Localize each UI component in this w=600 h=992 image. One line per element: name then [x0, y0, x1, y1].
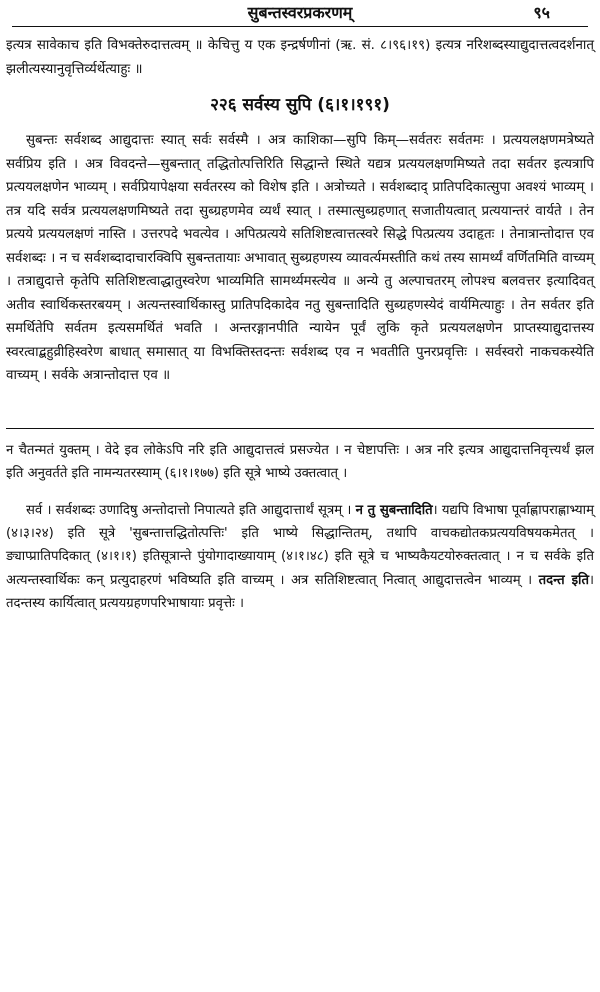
- footnote-2-prefix: सर्व । सर्वशब्दः उणादिषु अन्तोदात्तो निपात्यते इति आद्युदात्तार्थं सूत्रम् ।: [26, 502, 352, 518]
- footnote-1: न चैतन्मतं युक्तम् । वेदे इव लोकेऽपि नरि इति आद्युदात्तत्वं प्रसज्येत । न चेष्टापत्तिः । अत्र नरि इत्यत्र आद्युदात्तनिवृत्त्यर्थं झल इति अनुवर्तते इति नामन्यतरस्याम् (६।१।१७७) इति सूत्रे भाष्ये उक्तत्वात् ।: [6, 442, 594, 481]
- page-number: ९५: [533, 3, 550, 22]
- page-header: [6, 2, 594, 26]
- footnote-2-bold-2: तदन्त इति: [538, 572, 589, 588]
- intro-paragraph: इत्यत्र सावेकाच इति विभक्तेरुदात्तत्वम् ॥ केचित्तु य एक इन्द्रर्षणीनां (ऋ. सं. ८।९६।१९) इत्यत्र नरिशब्दस्याद्युदात्तत्वदर्शनात् झलीत्यस्यानुवृत्तिर्व्यर्थेत्याहुः ॥: [6, 38, 594, 77]
- footnotes: [6, 439, 594, 615]
- footnote-2: [6, 499, 594, 615]
- footnote-2-middle: । यद्यपि विभाषा पूर्वाह्णापराह्णाभ्याम् (४।३।२४) इति सूत्रे 'सुबन्तात्तद्धितोत्पत्तिः' इति भाष्ये सिद्धान्तितम्, तथापि वाचकद्योतकप्रत्ययविषयकमेतत् । ङ्याप्प्रातिपदिकात् (४।१।१) इतिसूत्रान्ते पुंयोगादाख्यायाम् (४।१।४८) इति सूत्रे च भाष्यकैयटयोरुक्तत्वात् । न च सर्वके इति अत्यन्तस्वार्थिकः कन् प्रत्युदाहरणं भविष्यति इति वाच्यम् । अत्र सतिशिष्टत्वात् नित्वात् आद्युदात्तत्वेन भाव्यम् ।: [6, 502, 594, 588]
- footnote-2-suffix: । तदन्तस्य कार्यित्वात् प्रत्ययग्रहणपरिभाषायाः प्रवृत्तेः ।: [6, 572, 594, 611]
- header-rule: [12, 26, 588, 27]
- footnote-divider: [6, 428, 594, 429]
- running-title: सुबन्तस्वरप्रकरणम्: [247, 3, 353, 22]
- commentary-paragraph: सुबन्तः सर्वशब्द आद्युदात्तः स्यात् सर्वः सर्वस्मै । अत्र काशिका—सुपि किम्—सर्वतरः सर्वतमः । प्रत्ययलक्षणमत्रेष्यते सर्वप्रिय इति । अत्र विवदन्ते—सुबन्तात् तद्धितोत्पत्तिरिति सिद्धान्ते स्थिते यद्यत्र प्रत्ययलक्षणमिष्यते तदा सर्वतर इत्यत्रापि प्रत्ययलक्षणेन भाव्यम् । सर्वप्रियापेक्षया सर्वतरस्य को विशेष इति । अत्रोच्यते । सर्वशब्दाद् प्रातिपदिकात्सुपा अवश्यं भाव्यम् । तत्र यदि सर्वत्र प्रत्ययलक्षणमिष्यते तदा सुब्ग्रहणमेव व्यर्थं स्यात् । तस्मात्सुब्ग्रहणात् सजातीयत्वात् प्रत्ययान्तरं वार्यते । तेन प्रत्यये प्रत्ययलक्षणं नास्ति । उत्तरपदे भवत्येव । अपित्प्रत्यये सतिशिष्टत्वात्तत्स्वरे सिद्धे पित्प्रत्यय उदाहृतः । तेनात्रान्तोदात्त एव सर्वशब्दः । न च सर्वशब्दादाचारक्विपि सुबन्ततायाः अभावात् सुब्ग्रहणस्य व्यावर्त्यमस्तीति कथं तस्य सामर्थ्यं वर्णितमिति वाच्यम् । तत्राद्युदात्ते कृतेपि सतिशिष्टत्वाद्धातुस्वरेण भाव्यमिति सामर्थ्यमस्त्येव ॥ अन्ये तु अल्पाचतरम् लोपश्च बलवत्तर इत्यादिवत् अतीव स्वार्थिकस्तरबयम् । अत्यन्तस्वार्थिकास्तु प्रातिपदिकादेव नतु सुबन्तादिति सुब्ग्रहणस्येदं वार्यमित्याहुः । तेन सर्वतर इति समर्थितेपि सर्वतम इत्यसमर्थितं भवति । अन्तरङ्गानपीति न्यायेन पूर्वं लुकि कृते प्रत्ययलक्षणेन प्राप्तस्याद्युदात्तस्य स्वरत्वाद्बहुव्रीहिस्वरेण बाधात् समासात् या विभक्तिस्तदन्तः सर्वशब्द एव न भवतीति पुनरप्रवृत्तिः । सर्वस्वरो नाकचकस्येति वाच्यम् । सर्वके अत्रान्तोदात्त एव ॥: [6, 133, 594, 383]
- footnote-2-bold-1: न तु सुबन्तादिति: [355, 502, 433, 518]
- sutra-heading: २२६ सर्वस्य सुपि (६।१।१९१): [210, 95, 390, 115]
